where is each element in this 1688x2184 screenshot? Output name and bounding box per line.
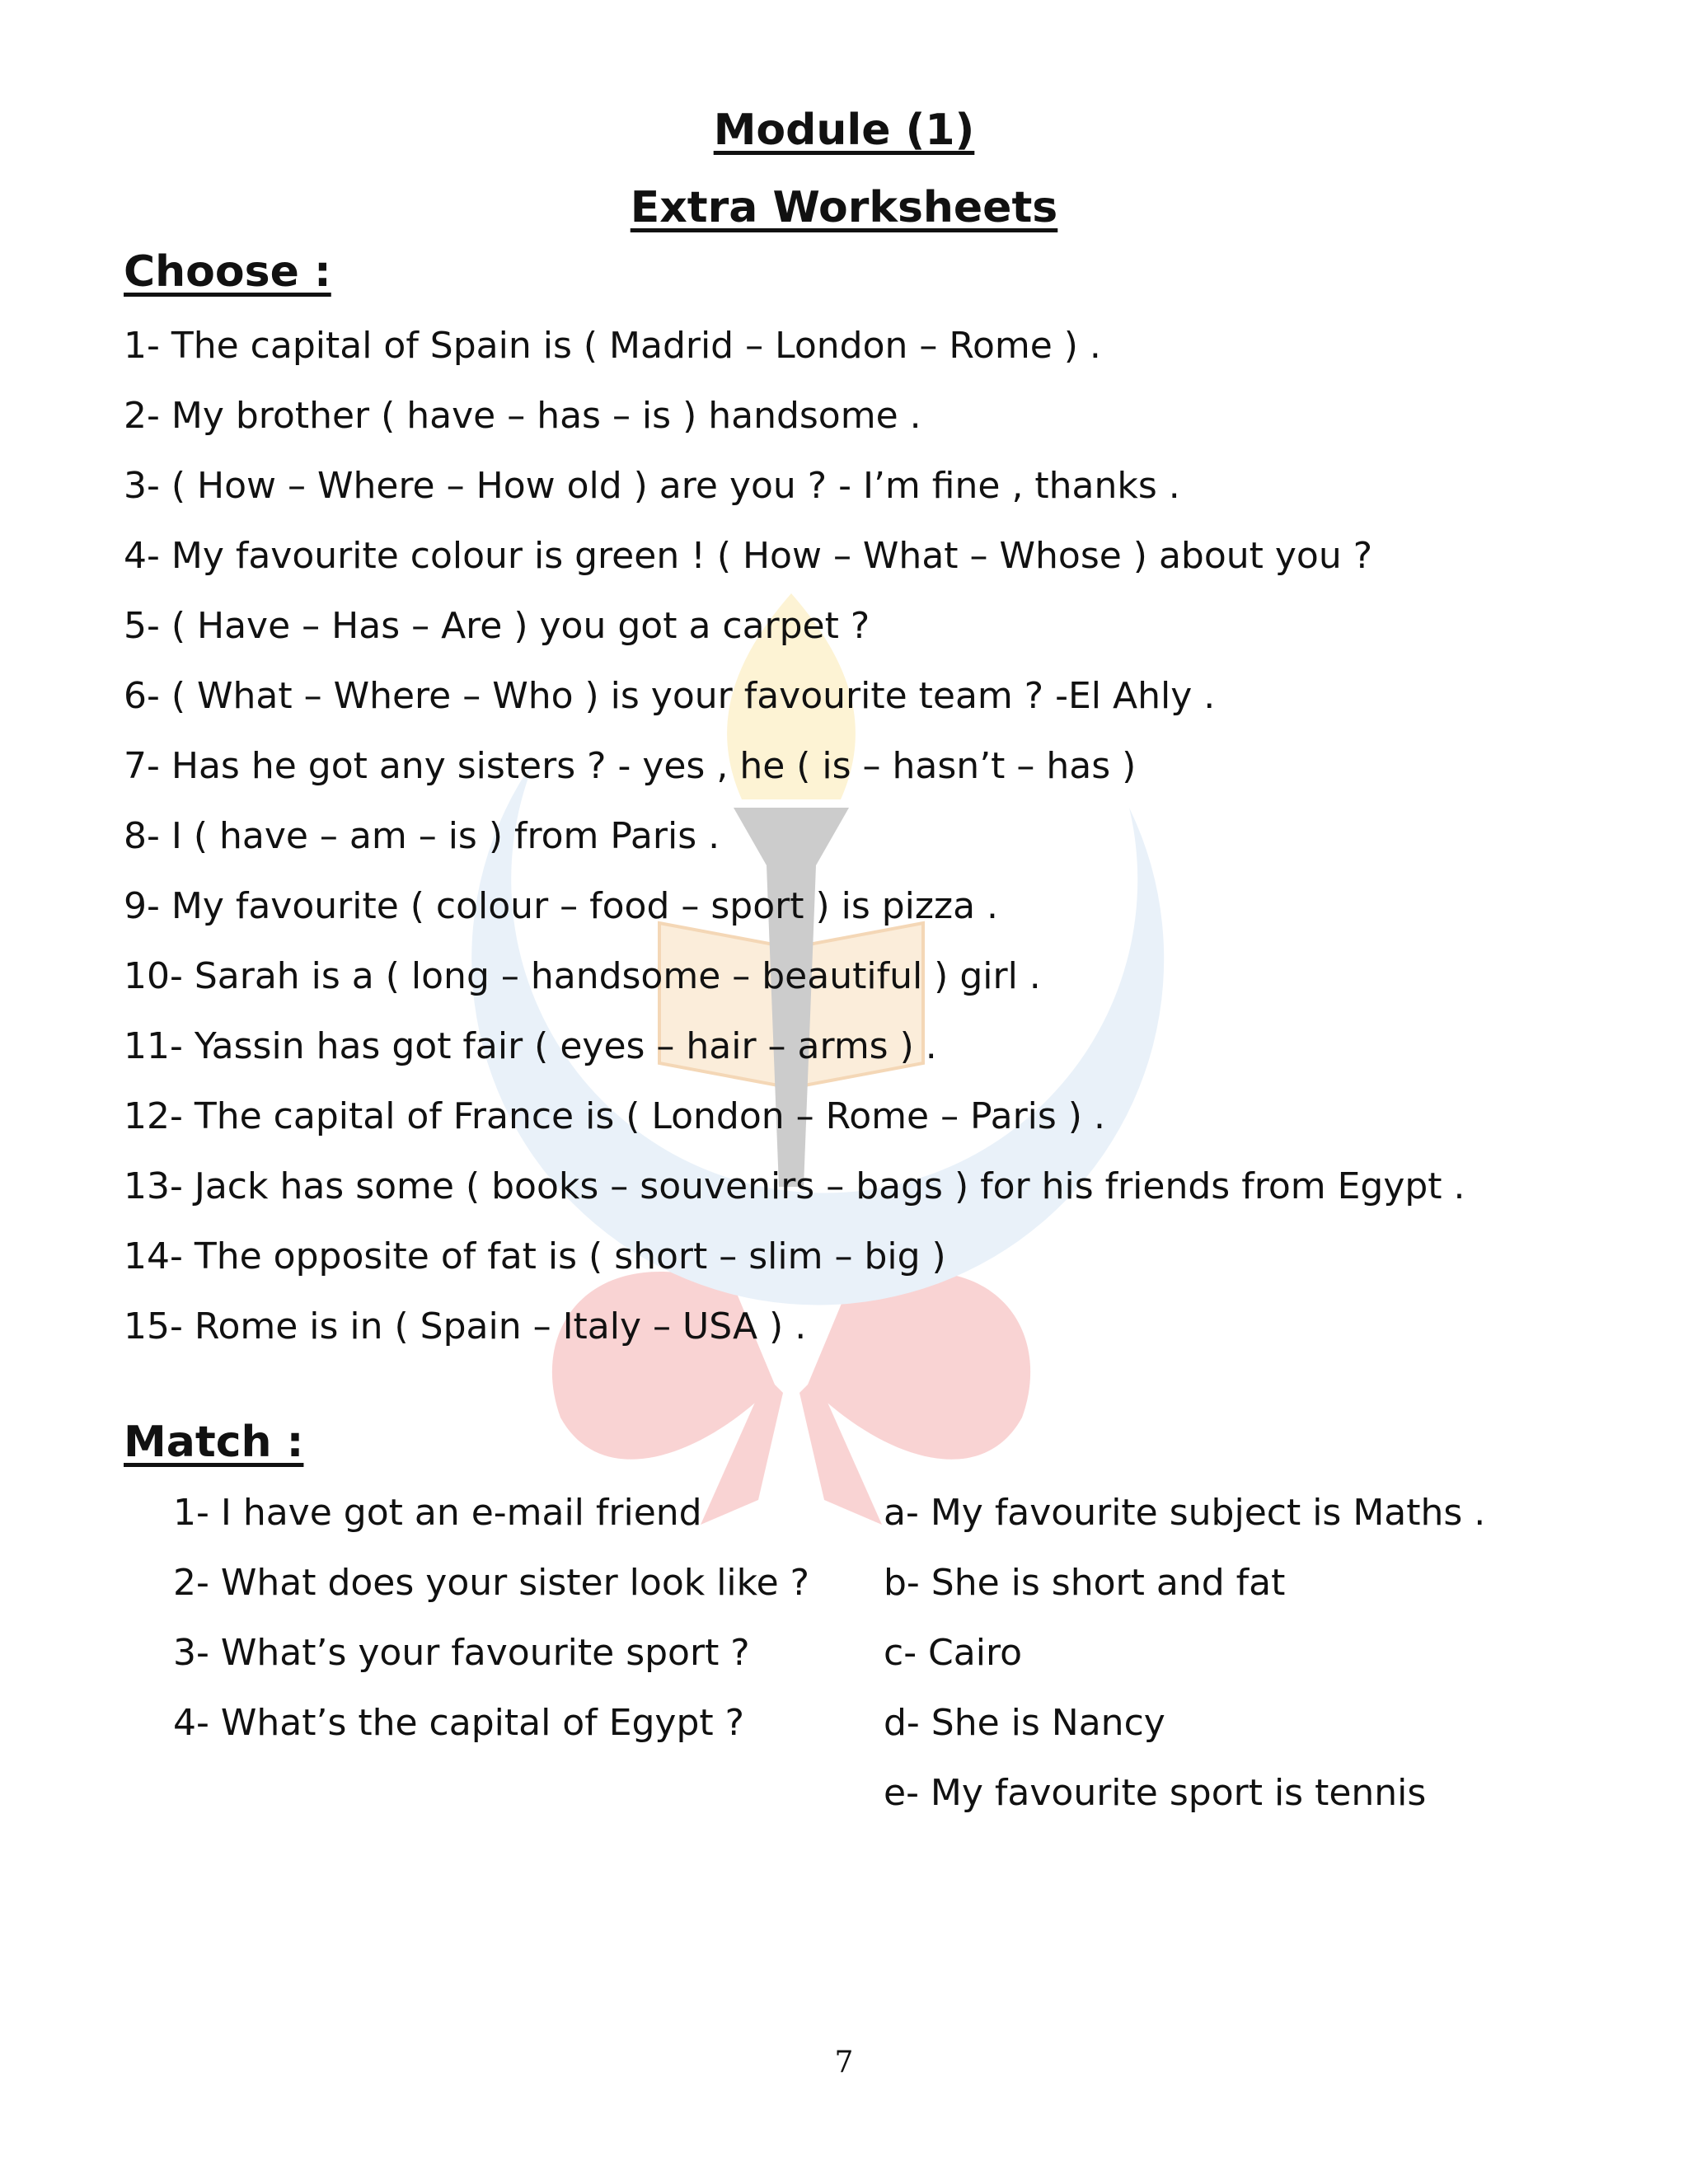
page-number: 7 [834,2046,854,2079]
choose-question: 14- The opposite of fat is ( short – slim – big ) [124,1235,946,1277]
choose-question: 15- Rome is in ( Spain – Italy – USA ) . [124,1305,807,1347]
match-left-item: 4- What’s the capital of Egypt ? [173,1702,744,1744]
match-right-item: b- She is short and fat [884,1562,1286,1604]
choose-question: 7- Has he got any sisters ? - yes , he ( is – hasn’t – has ) [124,745,1137,787]
match-right-item: d- She is Nancy [884,1702,1165,1744]
choose-question: 11- Yassin has got fair ( eyes – hair – arms ) . [124,1025,937,1067]
choose-question: 2- My brother ( have – has – is ) handsome . [124,395,921,437]
match-right-item: a- My favourite subject is Maths . [884,1492,1486,1534]
match-left-item: 3- What’s your favourite sport ? [173,1632,750,1674]
choose-question: 10- Sarah is a ( long – handsome – beautiful ) girl . [124,955,1041,997]
match-left-column [173,1488,809,1769]
bow-tail-right [799,1376,882,1525]
match-right-column [884,1488,1485,1839]
match-heading: Match : [124,1418,304,1467]
choose-question: 1- The capital of Spain is ( Madrid – London – Rome ) . [124,325,1101,367]
choose-question: 4- My favourite colour is green ! ( How – What – Whose ) about you ? [124,535,1373,577]
match-left-item: 2- What does your sister look like ? [173,1562,809,1604]
choose-question: 13- Jack has some ( books – souvenirs – bags ) for his friends from Egypt . [124,1165,1465,1207]
match-right-item: c- Cairo [884,1632,1023,1674]
choose-question: 12- The capital of France is ( London – Rome – Paris ) . [124,1095,1105,1137]
choose-question: 9- My favourite ( colour – food – sport ) is pizza . [124,885,999,927]
choose-question: 6- ( What – Where – Who ) is your favourite team ? -El Ahly . [124,675,1216,717]
choose-question: 3- ( How – Where – How old ) are you ? - I’m fine , thanks . [124,465,1180,507]
worksheet-subtitle: Extra Worksheets [630,183,1058,232]
choose-question: 8- I ( have – am – is ) from Paris . [124,815,720,857]
match-left-item: 1- I have got an e-mail friend [173,1492,702,1534]
choose-question: 5- ( Have – Has – Are ) you got a carpet ? [124,605,870,647]
choose-question-list [124,321,1465,1372]
match-right-item: e- My favourite sport is tennis [884,1772,1427,1814]
module-title: Module (1) [713,105,975,155]
choose-heading: Choose : [124,247,331,297]
